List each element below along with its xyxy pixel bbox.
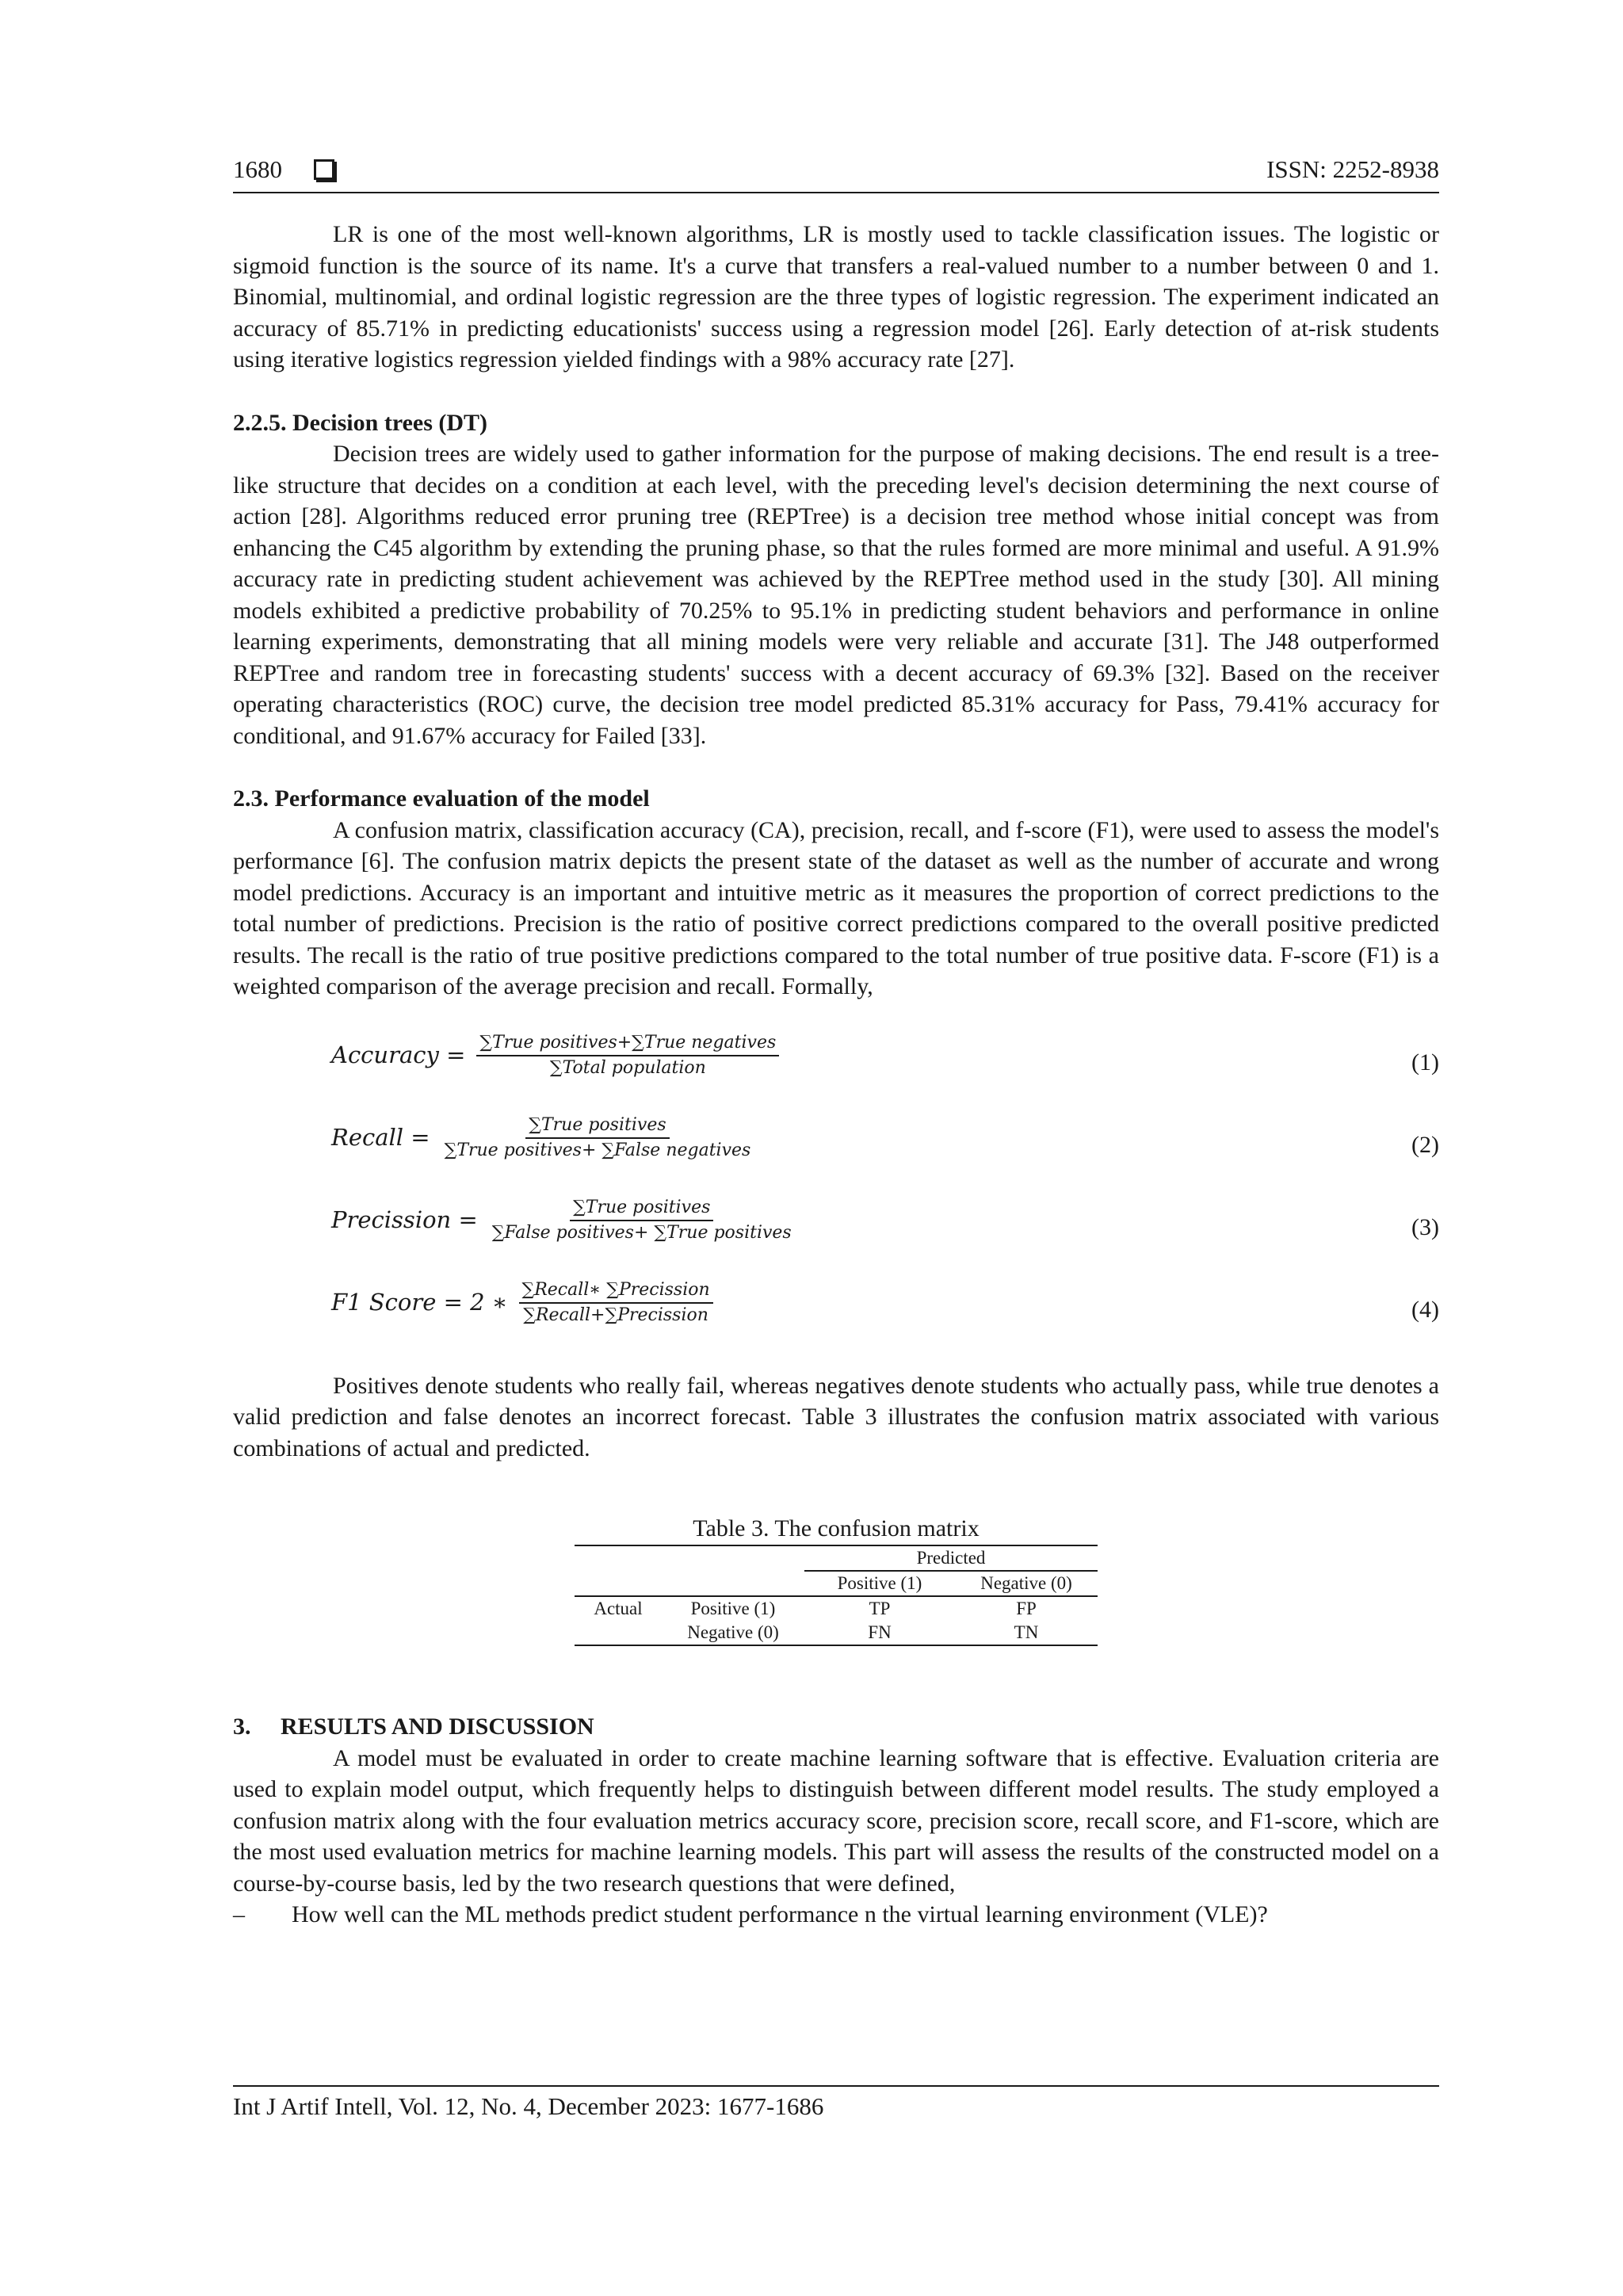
performance-paragraph: A confusion matrix, classification accuracy (CA), precision, recall, and f-score (F1), were used to assess the model's performance [6]. The confusion matrix depicts the present state of the dataset as well as the number of accurate and wrong model predictions. Accuracy is an important and intuitive metric as it measures the proportion of correct predictions to the total number of predictions. Precision is the ratio of positive correct predictions compared to the overall positive predicted results. The recall is the ratio of true positive predictions compared to the total number of true positive data. F-score (F1) is a weighted comparison of the average precision and recall. Formally, (233, 816, 1439, 999)
header-rule (233, 192, 1439, 193)
table-caption: Table 3. The confusion matrix (575, 1515, 1098, 1546)
equation-numerator: ∑True positives+∑True negatives (476, 1031, 779, 1056)
section-heading-decision-trees: 2.2.5. Decision trees (DT) (233, 409, 488, 436)
results-paragraph: A model must be evaluated in order to create machine learning software that is effective. Evaluation criteria are used to explain model output, which frequently helps to distinguish between different model results. The study employed a confusion matrix along with the four evaluation metrics accuracy score, precision score, recall score, and F1-score, which are the most used evaluation metrics for machine learning models. This part will assess the results of the constructed model on a course-by-course basis, led by the two research questions that were defined, (233, 1744, 1439, 1897)
equation-denominator: ∑Recall+∑Precission (523, 1305, 708, 1325)
cell-fn: FN (868, 1622, 892, 1642)
equation-number: (2) (1411, 1131, 1439, 1158)
section-heading-results: 3. RESULTS AND DISCUSSION (233, 1713, 594, 1740)
actual-header: Actual (594, 1599, 643, 1618)
cell-tn: TN (1014, 1622, 1039, 1642)
equation-accuracy (233, 1023, 1439, 1099)
page-header (233, 155, 1439, 184)
confusion-matrix-table (575, 1515, 1098, 1646)
research-question-item (233, 1899, 1439, 1931)
equation-numerator: ∑True positives (525, 1114, 669, 1139)
bullet-dash: – (233, 1901, 245, 1927)
row-header-positive: Positive (1) (690, 1599, 776, 1618)
equation-number: (1) (1411, 1049, 1439, 1075)
equation-number: (4) (1411, 1296, 1439, 1323)
equation-lhs: Recall = (331, 1123, 430, 1151)
issn: ISSN: 2252-8938 (1266, 155, 1439, 183)
dt-paragraph: Decision trees are widely used to gather information for the purpose of making decisions. The end result is a tree-like structure that decides on a condition at each level, with the preceding level's decision determining the next course of action [28]. Algorithms reduced error pruning tree (REPTree) is a decision tree method whose initial concept was from enhancing the C45 algorithm by extending the pruning phase, so that the rules formed are more minimal and useful. A 91.9% accuracy rate in predicting student achievement was achieved by the REPTree method used in the study [30]. All mining models exhibited a predictive probability of 70.25% to 95.1% in predicting student behaviors and performance in online learning experiments, demonstrating that all mining models were very reliable and accurate [31]. The J48 outperformed REPTree and random tree in forecasting students' success with a decent accuracy of 69.3% [32]. Based on the receiver operating characteristics (ROC) curve, the decision tree model predicted 85.31% accuracy for Pass, 79.41% accuracy for conditional, and 91.67% accuracy for Failed [33]. (233, 441, 1439, 749)
equation-precision (233, 1188, 1439, 1264)
row-header-negative: Negative (0) (687, 1622, 779, 1642)
equation-lhs: Accuracy = (331, 1041, 466, 1068)
equation-numerator: ∑Recall∗ ∑Precission (519, 1278, 713, 1304)
equation-lhs: F1 Score = 2 ∗ (331, 1288, 508, 1316)
positives-paragraph: Positives denote students who really fail, whereas negatives denote students who actually pass, while true denotes a valid prediction and false denotes an incorrect forecast. Table 3 illustrates the confusion matrix associated with various combinations of actual and predicted. (233, 1372, 1439, 1461)
footer-citation: Int J Artif Intell, Vol. 12, No. 4, December 2023: 1677-1686 (233, 2092, 824, 2120)
equation-denominator: ∑False positives+ ∑True positives (491, 1222, 792, 1243)
section-heading-performance: 2.3. Performance evaluation of the model (233, 785, 650, 812)
equation-lhs: Precission = (331, 1205, 478, 1233)
footer-rule (233, 2085, 1439, 2087)
equation-numerator: ∑True positives (570, 1196, 713, 1221)
column-header-positive: Positive (1) (837, 1573, 922, 1593)
predicted-header: Predicted (804, 1546, 1098, 1571)
equation-denominator: ∑Total population (549, 1057, 706, 1078)
equation-recall (233, 1106, 1439, 1182)
research-question-text: How well can the ML methods predict student performance n the virtual learning environment (VLE)? (292, 1901, 1268, 1927)
page-number: 1680 (233, 155, 282, 183)
equation-number: (3) (1411, 1213, 1439, 1240)
column-header-negative: Negative (0) (980, 1573, 1072, 1593)
equation-f1-score (233, 1270, 1439, 1347)
cell-fp: FP (1016, 1599, 1037, 1618)
lr-paragraph: LR is one of the most well-known algorithms, LR is mostly used to tackle classification issues. The logistic or sigmoid function is the source of its name. It's a curve that transfers a real-valued number to a number between 0 and 1. Binomial, multinomial, and ordinal logistic regression are the three types of logistic regression. The experiment indicated an accuracy of 85.71% in predicting educationists' success using a regression model [26]. Early detection of at-risk students using iterative logistics regression yielded findings with a 98% accuracy rate [27]. (233, 221, 1439, 372)
box-icon (314, 159, 334, 180)
cell-tp: TP (869, 1599, 891, 1618)
main-content (233, 219, 1439, 1931)
equation-denominator: ∑True positives+ ∑False negatives (444, 1140, 751, 1160)
